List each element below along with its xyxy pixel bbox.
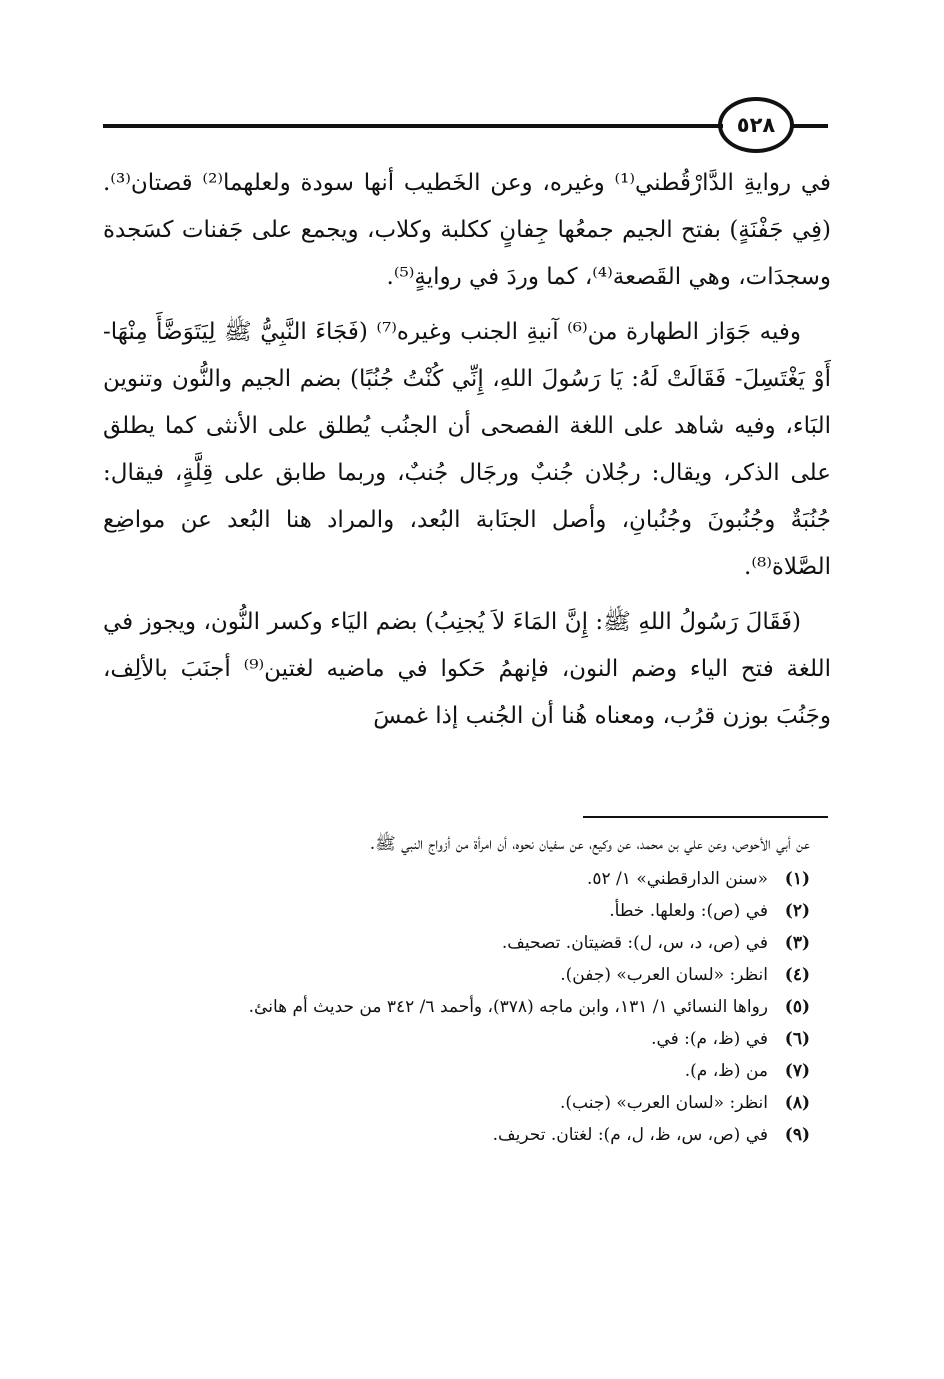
page-number-badge [718, 97, 794, 153]
main-text [103, 160, 831, 748]
footnote-text: انظر: «لسان العرب» (جنب). [559, 1093, 768, 1113]
footnote-text: رواها النسائي ١/ ١٣١، وابن ماجه (٣٧٨)، وأحمد ٦/ ٣٤٢ من حديث أم هانئ. [248, 997, 768, 1017]
footnote-item [95, 1087, 830, 1119]
page-number: ٥٢٨ [736, 113, 776, 137]
footnote-separator [583, 816, 828, 818]
footnote-number: (٣) [784, 933, 810, 953]
footnote-text: في (ص): ولعلها. خطأ. [609, 901, 768, 921]
footnote-number: (٦) [784, 1029, 810, 1049]
footnote-item [95, 895, 830, 927]
footnote-item [95, 863, 830, 895]
header-rule [103, 124, 723, 128]
footnote-number: (٤) [784, 965, 810, 985]
footnote-number: (٢) [784, 901, 810, 921]
footnote-number: (٩) [784, 1125, 810, 1145]
footnote-item [95, 991, 830, 1023]
footnote-number: (٧) [784, 1061, 810, 1081]
paragraph-1: في روايةِ الدَّارْقُطني⁽¹⁾ وغيره، وعن الخَطيب أنها سودة ولعلهما⁽²⁾ قصتان⁽³⁾. (فِي جَفْنَةٍ) بفتح الجيم جمعُها جِفانٍ ككلبة وكلاب، ويجمع على جَفنات كسَجدة وسجدَات، وهي القَصعة⁽⁴⁾، كما وردَ في روايةٍ⁽⁵⁾. [103, 170, 832, 290]
paragraph-3: (فَقَالَ رَسُولُ اللهِ ﷺ: إِنَّ المَاءَ لاَ يُجنِبُ) بضم اليَاء وكسر النُّون، ويجوز في اللغة فتح الياء وضم النون، فإنهمُ حَكوا في ماضيه لغتين⁽⁹⁾ أجنَبَ بالألِف، وجَنُبَ بوزن قرُب، ومعناه هُنا أن الجُنب إذا غمسَ [103, 609, 831, 729]
footnote-text: في (ص، س، ظ، ل، م): لغتان. تحريف. [492, 1125, 768, 1145]
footnote-number: (١) [784, 869, 810, 889]
footnote-text: انظر: «لسان العرب» (جفن). [560, 965, 768, 985]
footnote-number: (٥) [784, 997, 810, 1017]
footnote-item [95, 927, 830, 959]
footnote-continuation: عن أبي الأحوص، وعن علي بن محمد، عن وكيع، عن سفيان نحوه، أن امرأة من أزواج النبي ﷺ. [369, 834, 810, 854]
footnote-text: في (ص، د، س، ل): قضيتان. تصحيف. [501, 933, 768, 953]
footnote-item [95, 1055, 830, 1087]
footnote-text: «سنن الدارقطني» ١/ ٥٢. [586, 869, 768, 889]
footnote-item [95, 959, 830, 991]
footnote-item [95, 1023, 830, 1055]
footnote-text: من (ظ، م). [684, 1061, 768, 1081]
footnotes [95, 829, 830, 1151]
paragraph-2: وفيه جَوَاز الطهارة من⁽⁶⁾ آنيةِ الجنب وغيره⁽⁷⁾ (فَجَاءَ النَّبِيُّ ﷺ لِيَتَوَضَّأَ مِنْهَا- أَوْ يَغْتَسِلَ- فَقَالَتْ لَهُ: يَا رَسُولَ اللهِ، إِنِّي كُنْتُ جُنُبًا) بضم الجيم والنُّون وتنوين البَاء، وفيه شاهد على اللغة الفصحى أن الجنُب يُطلق على الأنثى كما يطلق على الذكر، ويقال: رجُلان جُنبٌ ورجَال جُنبٌ، وربما طابق على قِلَّةٍ، فيقال: جُنُبَةٌ وجُنُبونَ وجُنُبانِ، وأصل الجنَابة البُعد، والمراد هنا البُعد عن مواضِع الصَّلاة⁽⁸⁾. [103, 319, 831, 580]
footnote-number: (٨) [784, 1093, 810, 1113]
footnote-item [95, 1119, 830, 1151]
footnote-text: في (ظ، م): في. [651, 1029, 768, 1049]
header-rule-end [790, 124, 828, 128]
